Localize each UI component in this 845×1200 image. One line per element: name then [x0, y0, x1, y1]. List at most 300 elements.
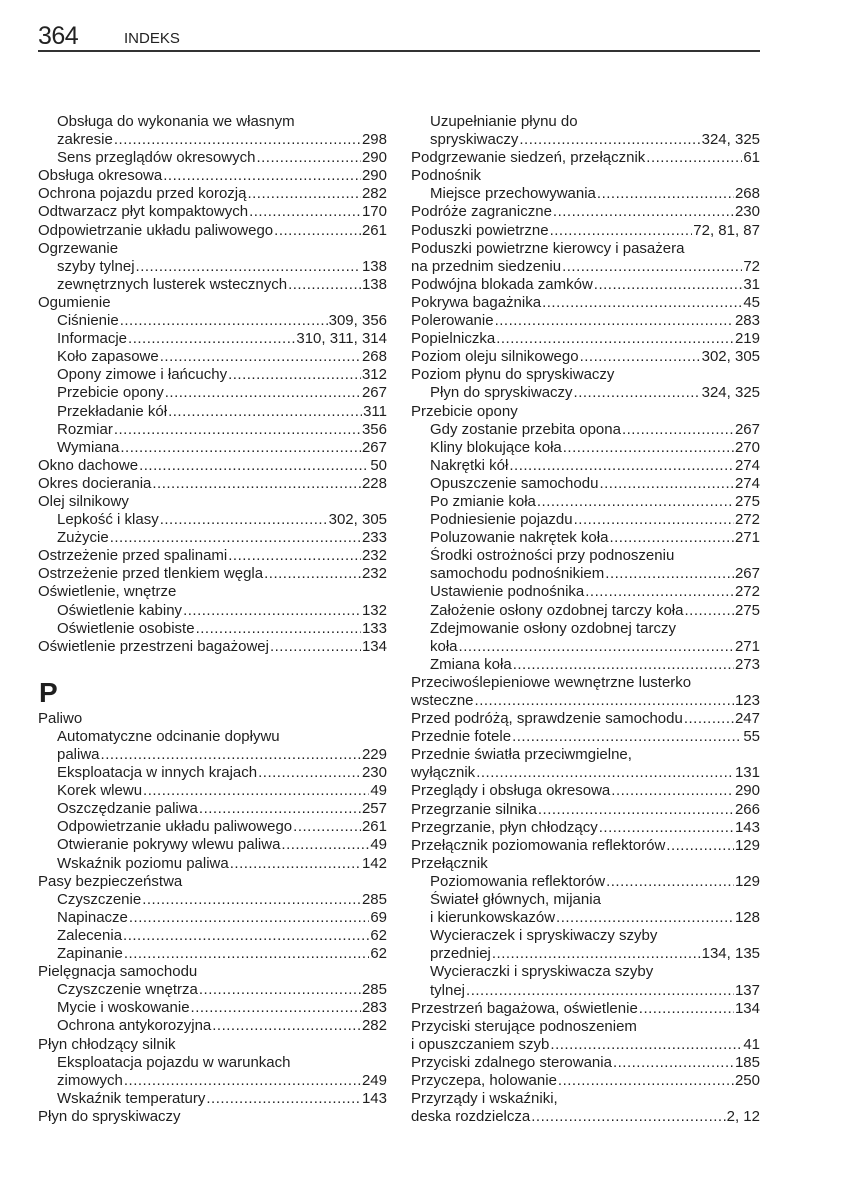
entry-page-ref: 247 — [734, 710, 760, 728]
index-entry — [38, 312, 387, 330]
index-entry — [411, 1000, 760, 1018]
entry-term: Automatyczne odcinanie dopływu — [57, 727, 280, 745]
index-entry — [38, 873, 387, 891]
entry-page-ref: 62 — [370, 945, 387, 963]
entry-page-ref: 267 — [361, 384, 387, 402]
dot-leader — [609, 529, 734, 547]
index-entry — [38, 439, 387, 457]
entry-term: Zużycie — [57, 529, 109, 547]
dot-leader — [196, 620, 361, 638]
entry-page-ref: 275 — [734, 601, 760, 619]
entry-term: Ciśnienie — [57, 312, 119, 330]
dot-leader — [123, 927, 369, 945]
dot-leader — [160, 511, 328, 529]
entry-term: Wycieraczek i spryskiwaczy szyby — [430, 927, 658, 945]
index-entry — [411, 728, 760, 746]
entry-term: Zapinanie — [57, 945, 123, 963]
entry-term: Zdejmowanie osłony ozdobnej tarczy — [430, 619, 676, 637]
index-entry — [411, 167, 760, 185]
index-entry — [411, 113, 760, 131]
entry-page-ref: 138 — [361, 275, 387, 293]
dot-leader — [199, 800, 361, 818]
index-entry — [38, 583, 387, 601]
dot-leader — [128, 330, 295, 348]
index-entry — [411, 131, 760, 149]
entry-page-ref: 271 — [734, 637, 760, 655]
entry-term: Eksploatacja w innych krajach — [57, 764, 258, 782]
entry-term: Otwieranie pokrywy wlewu paliwa — [57, 836, 281, 854]
section-title: INDEKS — [124, 30, 180, 47]
index-list-p — [38, 710, 387, 1126]
entry-term: Podróże zagraniczne — [411, 203, 552, 221]
dot-leader — [558, 1072, 734, 1090]
entry-term: Eksploatacja pojazdu w warunkach — [57, 1053, 291, 1071]
entry-page-ref: 290 — [361, 167, 387, 185]
index-entry — [38, 529, 387, 547]
dot-leader — [639, 1000, 734, 1018]
index-entry — [38, 836, 387, 854]
entry-term: wyłącznik — [411, 764, 476, 782]
entry-term: Ostrzeżenie przed tlenkiem węgla — [38, 565, 264, 583]
entry-page-ref: 138 — [361, 257, 387, 275]
entry-term: Podwójna blokada zamków — [411, 275, 593, 293]
entry-term: Odpowietrzanie układu paliwowego — [57, 818, 293, 836]
entry-page-ref: 232 — [361, 565, 387, 583]
dot-leader — [459, 638, 734, 656]
entry-term: Okres docierania — [38, 474, 152, 492]
entry-term: Założenie osłony ozdobnej tarczy koła — [430, 601, 684, 619]
index-entry — [411, 963, 760, 981]
index-entry — [38, 276, 387, 294]
entry-term: Kliny blokujące koła — [430, 438, 562, 456]
entry-page-ref: 285 — [361, 981, 387, 999]
dot-leader — [622, 421, 734, 439]
dot-leader — [611, 782, 734, 800]
entry-term: Płyn do spryskiwaczy — [430, 384, 573, 402]
entry-term: Przeciwoślepieniowe wewnętrzne lusterko — [411, 673, 692, 691]
entry-page-ref: 250 — [734, 1071, 760, 1089]
entry-term: Sens przeglądów okresowych — [57, 149, 256, 167]
dot-leader — [495, 312, 734, 330]
entry-term: Świateł głównych, mijania — [430, 891, 601, 909]
dot-leader — [574, 511, 734, 529]
entry-term: Olej silnikowy — [38, 492, 129, 510]
index-entry — [38, 294, 387, 312]
index-entry — [411, 873, 760, 891]
entry-term: Przełącznik poziomowania reflektorów — [411, 836, 666, 854]
dot-leader — [606, 873, 734, 891]
entry-term: tylnej — [430, 981, 466, 999]
dot-leader — [562, 258, 742, 276]
dot-leader — [613, 1054, 734, 1072]
dot-leader — [124, 945, 369, 963]
dot-leader — [512, 728, 742, 746]
entry-page-ref: 142 — [361, 854, 387, 872]
entry-term: Przednie fotele — [411, 728, 512, 746]
dot-leader — [531, 1108, 725, 1126]
dot-leader — [228, 547, 361, 565]
index-entry — [38, 746, 387, 764]
index-entry — [38, 855, 387, 873]
index-entry — [38, 113, 387, 131]
index-entry — [38, 999, 387, 1017]
dot-leader — [274, 222, 361, 240]
index-entry — [411, 764, 760, 782]
dot-leader — [684, 602, 733, 620]
dot-leader — [139, 457, 369, 475]
entry-term: szyby tylnej — [57, 257, 135, 275]
index-entry — [38, 1054, 387, 1072]
index-entry — [411, 1054, 760, 1072]
index-entry — [411, 330, 760, 348]
entry-page-ref: 272 — [734, 583, 760, 601]
dot-leader — [165, 384, 361, 402]
entry-page-ref: 129 — [734, 836, 760, 854]
dot-leader — [247, 185, 361, 203]
index-entry — [411, 782, 760, 800]
entry-page-ref: 170 — [361, 203, 387, 221]
index-entry — [411, 511, 760, 529]
entry-term: Przełącznik — [411, 854, 488, 872]
entry-page-ref: 228 — [361, 474, 387, 492]
entry-term: Po zmianie koła — [430, 492, 536, 510]
dot-leader — [684, 710, 734, 728]
dot-leader — [666, 837, 734, 855]
index-entry — [411, 348, 760, 366]
index-entry — [38, 366, 387, 384]
entry-page-ref: 134 — [361, 637, 387, 655]
entry-term: Ostrzeżenie przed spalinami — [38, 547, 228, 565]
index-entry — [38, 565, 387, 583]
dot-leader — [542, 294, 742, 312]
entry-term: Poziom płynu do spryskiwaczy — [411, 366, 615, 384]
dot-leader — [509, 457, 734, 475]
dot-leader — [492, 945, 701, 963]
entry-term: Odpowietrzanie układu paliwowego — [38, 221, 274, 239]
entry-term: Przednie światła przeciwmgielne, — [411, 746, 632, 764]
dot-leader — [496, 330, 734, 348]
index-entry — [38, 222, 387, 240]
entry-page-ref: 49 — [370, 836, 387, 854]
entry-term: Płyn do spryskiwaczy — [38, 1107, 181, 1125]
entry-page-ref: 282 — [361, 1017, 387, 1035]
entry-page-ref: 261 — [361, 221, 387, 239]
index-entry — [38, 620, 387, 638]
index-entry — [411, 837, 760, 855]
index-entry — [411, 819, 760, 837]
entry-page-ref: 283 — [361, 999, 387, 1017]
dot-leader — [228, 366, 361, 384]
dot-leader — [563, 439, 734, 457]
index-entry — [411, 203, 760, 221]
entry-term: Okno dachowe — [38, 456, 139, 474]
dot-leader — [191, 999, 361, 1017]
dot-leader — [466, 982, 734, 1000]
entry-page-ref: 232 — [361, 547, 387, 565]
dot-leader — [538, 801, 734, 819]
dot-leader — [199, 981, 361, 999]
index-entry — [411, 1090, 760, 1108]
dot-leader — [281, 836, 369, 854]
dot-leader — [124, 1072, 361, 1090]
index-entry — [38, 1072, 387, 1090]
entry-page-ref: 356 — [361, 420, 387, 438]
entry-page-ref: 267 — [734, 565, 760, 583]
index-entry — [38, 203, 387, 221]
entry-page-ref: 133 — [361, 619, 387, 637]
index-entry — [411, 909, 760, 927]
index-entry — [38, 1108, 387, 1126]
entry-term: Oświetlenie osobiste — [57, 619, 195, 637]
dot-leader — [114, 131, 361, 149]
entry-term: Obsługa okresowa — [38, 167, 163, 185]
entry-page-ref: 69 — [370, 908, 387, 926]
entry-term: Poduszki powietrzne — [411, 221, 549, 239]
entry-term: i opuszczaniem szyb — [411, 1035, 550, 1053]
entry-page-ref: 132 — [361, 601, 387, 619]
entry-term: Przekładanie kół — [57, 402, 168, 420]
dot-leader — [594, 276, 743, 294]
entry-term: Ochrona pojazdu przed korozją — [38, 185, 247, 203]
entry-page-ref: 249 — [361, 1071, 387, 1089]
dot-leader — [114, 421, 361, 439]
index-entry — [38, 384, 387, 402]
entry-term: Korek wlewu — [57, 782, 143, 800]
dot-leader — [553, 203, 734, 221]
entry-page-ref: 302, 305 — [701, 348, 760, 366]
index-entry — [411, 620, 760, 638]
entry-page-ref: 229 — [361, 746, 387, 763]
dot-leader — [129, 909, 369, 927]
entry-page-ref: 275 — [734, 492, 760, 510]
entry-term: Przyciski zdalnego sterowania — [411, 1053, 612, 1071]
dot-leader — [599, 475, 734, 493]
entry-term: koła — [430, 637, 458, 655]
index-entry — [38, 330, 387, 348]
index-entry — [411, 1018, 760, 1036]
index-entry — [38, 945, 387, 963]
index-entry — [38, 475, 387, 493]
entry-page-ref: 31 — [743, 275, 760, 293]
index-entry — [411, 403, 760, 421]
dot-leader — [574, 384, 701, 402]
entry-term: Polerowanie — [411, 312, 494, 330]
entry-term: zimowych — [57, 1071, 123, 1089]
index-entry — [38, 1017, 387, 1035]
page-number: 364 — [38, 22, 79, 50]
index-entry — [411, 547, 760, 565]
index-entry — [38, 185, 387, 203]
index-entry — [38, 602, 387, 620]
entry-term: Płyn chłodzący silnik — [38, 1035, 176, 1053]
entry-page-ref: 219 — [734, 330, 760, 348]
index-entry — [38, 891, 387, 909]
dot-leader — [160, 348, 361, 366]
entry-term: Nakrętki kół — [430, 456, 509, 474]
dot-leader — [163, 167, 361, 185]
entry-page-ref: 310, 311, 314 — [296, 330, 387, 348]
entry-term: Przyrządy i wskaźniki, — [411, 1090, 558, 1108]
index-entry — [38, 547, 387, 565]
entry-term: Koło zapasowe — [57, 348, 159, 366]
index-entry — [38, 963, 387, 981]
index-entry — [411, 475, 760, 493]
entry-term: Przegrzanie silnika — [411, 800, 537, 818]
index-entry — [411, 222, 760, 240]
index-entry — [411, 692, 760, 710]
entry-term: Poluzowanie nakrętek koła — [430, 529, 609, 547]
entry-page-ref: 45 — [743, 293, 760, 311]
entry-term: Odtwarzacz płyt kompaktowych — [38, 203, 249, 221]
index-entry — [411, 185, 760, 203]
entry-term: Obsługa do wykonania we własnym — [57, 113, 295, 130]
entry-term: Przestrzeń bagażowa, oświetlenie — [411, 999, 638, 1017]
entry-page-ref: 233 — [361, 529, 387, 547]
entry-page-ref: 271 — [734, 529, 760, 547]
dot-leader — [550, 222, 693, 240]
entry-term: Przyczepa, holowanie — [411, 1071, 557, 1089]
entry-term: Przegrzanie, płyn chłodzący — [411, 818, 598, 836]
index-entry — [38, 800, 387, 818]
entry-page-ref: 274 — [734, 474, 760, 492]
entry-page-ref: 2, 12 — [726, 1108, 760, 1126]
dot-leader — [264, 565, 361, 583]
entry-term: Oświetlenie przestrzeni bagażowej — [38, 637, 269, 655]
dot-leader — [136, 258, 361, 276]
entry-page-ref: 128 — [734, 909, 760, 927]
entry-page-ref: 282 — [361, 185, 387, 203]
entry-term: Opony zimowe i łańcuchy — [57, 366, 228, 384]
entry-page-ref: 230 — [734, 203, 760, 221]
index-entry — [38, 493, 387, 511]
dot-leader — [270, 638, 361, 656]
index-entry — [38, 981, 387, 999]
index-entry — [411, 493, 760, 511]
index-entry — [411, 1072, 760, 1090]
entry-page-ref: 143 — [734, 818, 760, 836]
entry-term: wsteczne — [411, 692, 474, 709]
dot-leader — [120, 439, 361, 457]
index-entry — [411, 439, 760, 457]
dot-leader — [152, 475, 361, 493]
index-entry — [38, 403, 387, 421]
entry-term: Rozmiar — [57, 420, 113, 438]
dot-leader — [110, 529, 361, 547]
section-letter-p: P — [39, 676, 58, 708]
entry-term: Ustawienie podnośnika — [430, 583, 585, 601]
index-entry — [38, 909, 387, 927]
entry-term: deska rozdzielcza — [411, 1108, 531, 1126]
entry-term: Przebicie opony — [57, 384, 164, 402]
entry-term: Poziomowania reflektorów — [430, 872, 606, 890]
dot-leader — [143, 782, 369, 800]
entry-page-ref: 267 — [361, 438, 387, 456]
dot-leader — [599, 819, 734, 837]
index-entry — [411, 240, 760, 258]
entry-page-ref: 50 — [370, 456, 387, 474]
entry-term: Oświetlenie, wnętrze — [38, 583, 177, 601]
index-entry — [38, 511, 387, 529]
dot-leader — [556, 909, 734, 927]
entry-term: Gdy zostanie przebita opona — [430, 420, 621, 438]
entry-page-ref: 230 — [361, 764, 387, 782]
index-entry — [411, 656, 760, 674]
index-entry — [411, 710, 760, 728]
entry-page-ref: 302, 305 — [328, 511, 387, 529]
dot-leader — [537, 493, 734, 511]
dot-leader — [605, 565, 734, 583]
index-entry — [411, 1108, 760, 1126]
index-entry — [411, 982, 760, 1000]
entry-term: Ogumienie — [38, 293, 111, 311]
index-entry — [38, 131, 387, 149]
index-entry — [38, 782, 387, 800]
entry-term: Przeglądy i obsługa okresowa — [411, 782, 611, 800]
entry-page-ref: 311 — [363, 402, 387, 420]
entry-page-ref: 268 — [361, 348, 387, 366]
entry-page-ref: 72, 81, 87 — [693, 221, 760, 239]
index-list-o — [38, 113, 387, 656]
entry-page-ref: 272 — [734, 511, 760, 529]
entry-term: Paliwo — [38, 709, 83, 727]
entry-page-ref: 134 — [734, 999, 760, 1017]
index-entry — [38, 240, 387, 258]
dot-leader — [519, 131, 700, 149]
index-entry — [411, 855, 760, 873]
dot-leader — [513, 656, 734, 674]
entry-term: zakresie — [57, 131, 113, 149]
entry-term: spryskiwaczy — [430, 131, 519, 149]
index-entry — [38, 348, 387, 366]
index-entry — [411, 529, 760, 547]
dot-leader — [646, 149, 742, 167]
entry-page-ref: 61 — [743, 149, 760, 167]
index-column-left — [38, 113, 387, 1126]
dot-leader — [256, 149, 361, 167]
dot-leader — [249, 203, 361, 221]
entry-page-ref: 274 — [734, 456, 760, 474]
dot-leader — [206, 1090, 361, 1108]
entry-page-ref: 324, 325 — [701, 131, 760, 149]
entry-term: Przyciski sterujące podnoszeniem — [411, 1017, 637, 1035]
entry-term: Podgrzewanie siedzeń, przełącznik — [411, 149, 646, 167]
entry-term: Przebicie opony — [411, 402, 518, 420]
entry-term: Opuszczenie samochodu — [430, 474, 599, 492]
dot-leader — [550, 1036, 742, 1054]
entry-page-ref: 267 — [734, 420, 760, 438]
entry-page-ref: 290 — [734, 782, 760, 800]
dot-leader — [258, 764, 361, 782]
entry-term: Pielęgnacja samochodu — [38, 963, 198, 981]
dot-leader — [101, 746, 361, 764]
index-entry — [411, 149, 760, 167]
entry-term: Mycie i woskowanie — [57, 999, 190, 1017]
index-entry — [411, 927, 760, 945]
entry-term: Zalecenia — [57, 926, 123, 944]
entry-page-ref: 134, 135 — [701, 945, 760, 963]
entry-term: Zmiana koła — [430, 655, 512, 673]
index-entry — [411, 565, 760, 583]
entry-term: Poziom oleju silnikowego — [411, 348, 579, 366]
dot-leader — [183, 602, 361, 620]
index-entry — [38, 728, 387, 746]
entry-term: przedniej — [430, 945, 491, 963]
entry-term: Napinacze — [57, 908, 128, 926]
section-gap — [38, 656, 387, 670]
entry-page-ref: 283 — [734, 312, 760, 330]
page-header — [38, 22, 760, 52]
index-entry — [411, 602, 760, 620]
